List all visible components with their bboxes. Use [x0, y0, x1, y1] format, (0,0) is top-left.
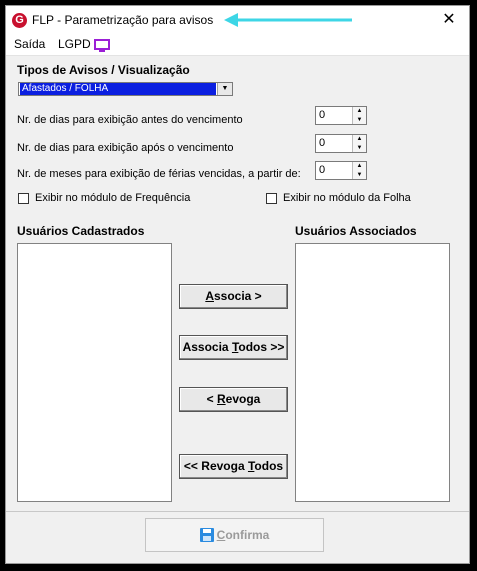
spin-down-icon[interactable]: ▼ [356, 145, 363, 151]
window-title: FLP - Parametrização para avisos [32, 13, 214, 27]
associa-todos-button[interactable]: Associa Todos >> [179, 335, 288, 360]
menu-saida[interactable]: Saída [14, 37, 46, 51]
floppy-disk-icon [200, 528, 214, 542]
tipos-avisos-select[interactable] [18, 82, 233, 96]
usuarios-associados-list[interactable] [295, 243, 450, 502]
folha-checkbox[interactable] [266, 193, 277, 204]
footer-separator [6, 511, 469, 512]
chevron-down-icon[interactable]: ▼ [217, 83, 232, 95]
close-button[interactable]: ✕ [442, 11, 456, 28]
confirma-button[interactable]: Confirma [145, 518, 324, 552]
revoga-todos-button[interactable]: << Revoga Todos [179, 454, 288, 479]
menu-lgpd[interactable]: LGPD [58, 37, 91, 51]
spin-up-icon[interactable]: ▲ [356, 108, 363, 114]
spin-down-icon[interactable]: ▼ [356, 172, 363, 178]
tv-icon[interactable] [94, 39, 110, 53]
dias-antes-value: 0 [319, 109, 326, 121]
tipos-avisos-value: Afastados / FOLHA [20, 83, 216, 95]
meses-ferias-value: 0 [319, 164, 326, 176]
spin-buttons [352, 135, 366, 152]
revoga-button[interactable]: < Revoga [179, 387, 288, 412]
spin-up-icon[interactable]: ▲ [356, 163, 363, 169]
associa-button[interactable]: Associa > [179, 284, 288, 309]
spin-down-icon[interactable]: ▼ [356, 117, 363, 123]
spin-buttons [352, 107, 366, 124]
title-bar [6, 6, 469, 34]
meses-ferias-spinner[interactable] [315, 161, 367, 180]
dias-apos-label: Nr. de dias para exibição após o vencimento [17, 142, 234, 154]
dias-antes-label: Nr. de dias para exibição antes do vencimento [17, 114, 243, 126]
usuarios-cadastrados-title: Usuários Cadastrados [17, 224, 145, 238]
dias-antes-spinner[interactable] [315, 106, 367, 125]
dias-apos-spinner[interactable] [315, 134, 367, 153]
tipos-avisos-title: Tipos de Avisos / Visualização [17, 63, 190, 77]
usuarios-cadastrados-list[interactable] [17, 243, 172, 502]
app-logo-icon: G [12, 13, 27, 28]
annotation-arrow-icon [222, 11, 356, 29]
dialog-window [5, 5, 470, 564]
folha-label: Exibir no módulo da Folha [283, 192, 411, 204]
frequencia-label: Exibir no módulo de Frequência [35, 192, 191, 204]
frequencia-checkbox[interactable] [18, 193, 29, 204]
dias-apos-value: 0 [319, 137, 326, 149]
spin-buttons [352, 162, 366, 179]
spin-up-icon[interactable]: ▲ [356, 136, 363, 142]
menu-bar [6, 34, 469, 56]
usuarios-associados-title: Usuários Associados [295, 224, 417, 238]
meses-ferias-label: Nr. de meses para exibição de férias vencidas, a partir de: [17, 168, 301, 180]
